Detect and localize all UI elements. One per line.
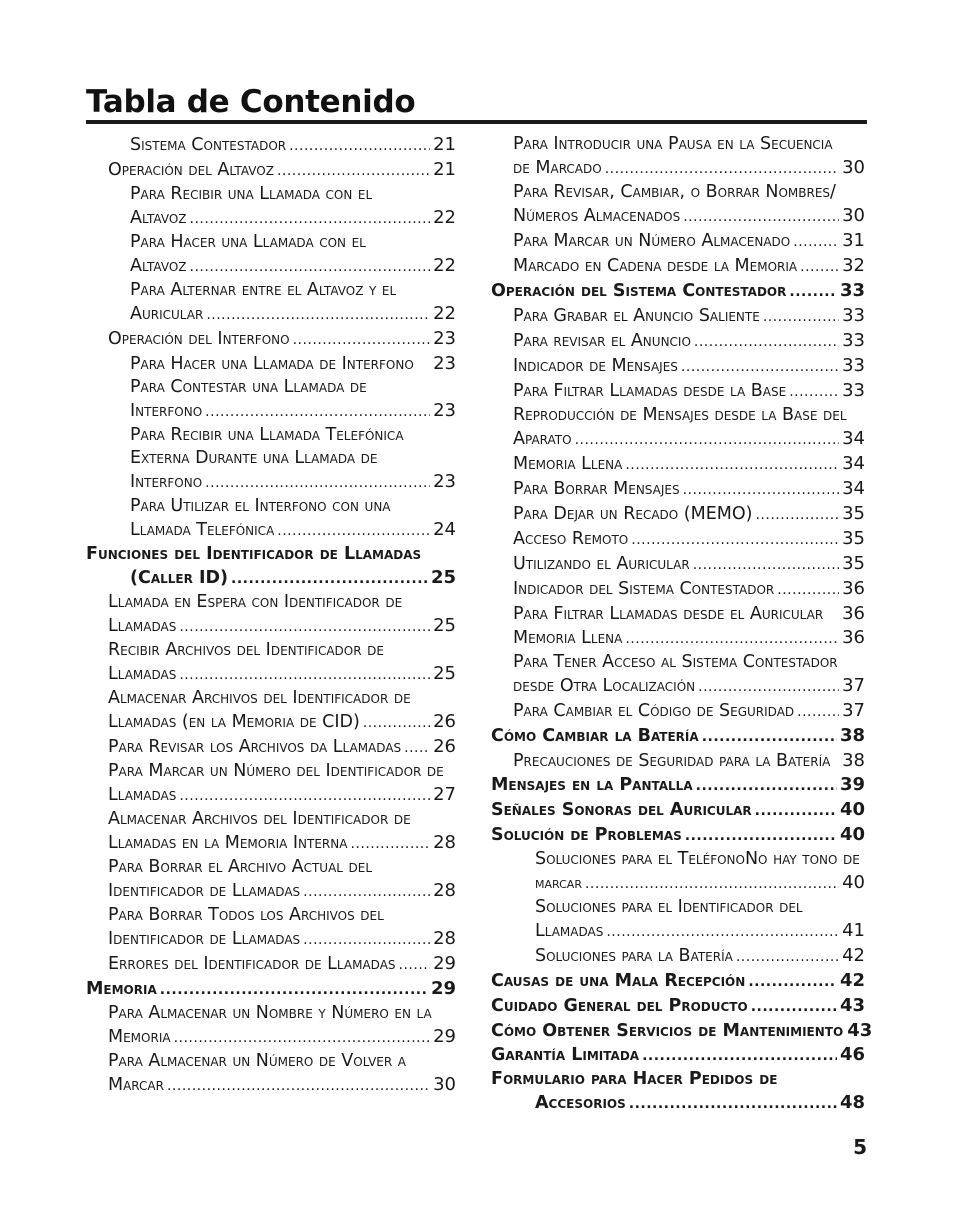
toc-leader-dots [167, 1075, 430, 1098]
toc-entry [86, 639, 456, 662]
toc-entry-title: Causas de una Mala Recepción [491, 971, 746, 991]
toc-entry-title: Soluciones para el Identificador del [535, 897, 803, 917]
toc-entry-title: Marcar [108, 1075, 164, 1095]
toc-entry [86, 831, 456, 856]
toc-entry-title: Memoria [86, 979, 157, 999]
toc-entry [86, 952, 456, 977]
toc-entry [86, 879, 456, 904]
toc-entry [86, 1002, 456, 1025]
toc-entry-title: Para Borrar Mensajes [513, 479, 680, 499]
toc-entry-page: 40 [842, 872, 865, 893]
toc-entry-title: Almacenar Archivos del Identificador de [108, 809, 411, 829]
page-title: Tabla de Contenido [86, 84, 416, 120]
toc-leader-dots [625, 628, 839, 651]
toc-entry [86, 977, 456, 1002]
toc-entry-title: Para Introducir una Pausa en la Secuencia [513, 134, 833, 154]
toc-entry-title: de Marcado [513, 158, 602, 178]
toc-entry-page: 24 [433, 519, 456, 540]
toc-leader-dots [179, 785, 430, 808]
toc-entry [491, 944, 865, 969]
toc-entry-page: 30 [842, 157, 865, 178]
toc-leader-dots [160, 979, 428, 1002]
toc-entry-page: 30 [842, 205, 865, 226]
toc-entry-page: 35 [842, 503, 865, 524]
toc-entry [491, 133, 865, 156]
toc-entry [86, 447, 456, 470]
toc-entry-title: Para Filtrar Llamadas desde el Auricular [513, 604, 824, 624]
toc-entry [491, 204, 865, 229]
toc-entry-title: Identificador de Llamadas [108, 881, 301, 901]
toc-entry-title: Llamadas [108, 785, 177, 805]
toc-entry [86, 783, 456, 808]
toc-entry-title: Soluciones para el TeléfonoNo hay tono de [535, 849, 860, 869]
toc-entry [86, 710, 456, 735]
toc-leader-dots [585, 873, 839, 896]
toc-entry [86, 591, 456, 614]
toc-leader-dots [777, 579, 839, 602]
toc-entry-page: 41 [842, 920, 865, 941]
toc-entry-title: Para Borrar el Archivo Actual del [108, 857, 373, 877]
toc-leader-dots [363, 712, 430, 735]
toc-leader-dots [174, 1027, 431, 1050]
toc-leader-dots [789, 281, 837, 304]
toc-entry [86, 662, 456, 687]
toc-entry-page: 33 [842, 305, 865, 326]
toc-column-left [86, 133, 456, 1098]
toc-entry-page: 27 [433, 784, 456, 805]
toc-entry-page: 42 [842, 945, 865, 966]
toc-entry [86, 614, 456, 639]
toc-entry [86, 808, 456, 831]
toc-leader-dots [693, 554, 839, 577]
toc-entry-title: Para Tener Acceso al Sistema Contestador [513, 652, 838, 672]
toc-leader-dots [698, 676, 839, 699]
toc-entry-page: 21 [433, 159, 456, 180]
toc-entry-page: 30 [433, 1074, 456, 1095]
toc-entry-page: 38 [839, 725, 865, 746]
toc-entry-title: Llamada en Espera con Identificador de [108, 592, 403, 612]
toc-entry [86, 904, 456, 927]
toc-entry [491, 156, 865, 181]
toc-entry [86, 231, 456, 254]
toc-entry [86, 1050, 456, 1073]
toc-leader-dots [303, 929, 430, 952]
toc-leader-dots [206, 304, 430, 327]
toc-entry [491, 1043, 865, 1068]
toc-entry [491, 254, 865, 279]
toc-entry-title: Para Recibir una Llamada con el [130, 184, 373, 204]
toc-entry-title: Para Marcar un Número Almacenado [513, 231, 791, 251]
toc-entry-page: 31 [842, 230, 865, 251]
toc-entry [86, 327, 456, 352]
toc-leader-dots [399, 954, 431, 977]
toc-entry-title: Almacenar Archivos del Identificador de [108, 688, 411, 708]
toc-entry-page: 32 [842, 255, 865, 276]
toc-entry-page: 36 [842, 603, 865, 624]
toc-entry-title: Llamada Telefónica [130, 520, 275, 540]
toc-entry [491, 354, 865, 379]
toc-leader-dots [793, 231, 839, 254]
toc-entry-page: 37 [842, 700, 865, 721]
toc-entry-page: 23 [433, 328, 456, 349]
toc-entry-title: Garantía Limitada [491, 1045, 640, 1065]
toc-entry [491, 577, 865, 602]
title-rule [86, 120, 867, 124]
toc-entry-page: 28 [433, 832, 456, 853]
toc-entry-title: Indicador de Mensajes [513, 356, 678, 376]
toc-entry-page: 33 [842, 355, 865, 376]
toc-entry-title: Para Contestar una Llamada de [130, 377, 367, 397]
toc-entry-title: Para Grabar el Anuncio Saliente [513, 306, 760, 326]
toc-leader-dots [696, 775, 837, 798]
toc-entry [491, 404, 865, 427]
toc-leader-dots [179, 664, 430, 687]
toc-entry-title: Operación del Altavoz [108, 160, 274, 180]
toc-entry [491, 1068, 865, 1091]
toc-entry [491, 724, 865, 749]
toc-entry-title: Para Cambiar el Código de Seguridad [513, 701, 795, 721]
page-number: 5 [853, 1135, 867, 1159]
toc-entry-page: 36 [842, 627, 865, 648]
toc-entry-page: 26 [433, 736, 456, 757]
toc-leader-dots [800, 256, 839, 279]
toc-leader-dots [575, 429, 840, 452]
toc-entry-title: Aparato [513, 429, 572, 449]
toc-leader-dots [763, 306, 839, 329]
toc-entry-page: 37 [842, 675, 865, 696]
toc-entry [86, 254, 456, 279]
toc-entry [86, 206, 456, 231]
toc-entry-page: 28 [433, 928, 456, 949]
toc-entry-title: Llamadas (en la Memoria de CID) [108, 712, 360, 732]
toc-leader-dots [748, 971, 837, 994]
toc-entry-page: 43 [839, 995, 865, 1016]
toc-leader-dots [205, 401, 430, 424]
toc-entry [491, 477, 865, 502]
toc-entry-title: Memoria [108, 1027, 171, 1047]
toc-leader-dots [694, 331, 839, 354]
toc-entry-page: 43 [847, 1020, 873, 1041]
toc-entry [86, 566, 456, 591]
toc-entry-page: 34 [842, 478, 865, 499]
toc-entry [491, 279, 865, 304]
toc-entry [491, 626, 865, 651]
toc-entry-page: 22 [433, 255, 456, 276]
toc-leader-dots [702, 726, 837, 749]
toc-entry [491, 798, 865, 823]
toc-entry-page: 33 [842, 330, 865, 351]
toc-entry-title: Para Hacer una Llamada con el [130, 232, 366, 252]
toc-leader-dots [277, 520, 430, 543]
toc-entry-page: 40 [839, 799, 865, 820]
toc-entry-page: 33 [842, 380, 865, 401]
toc-entry-title: Auricular [130, 304, 204, 324]
toc-entry [86, 735, 456, 760]
toc-leader-dots [683, 206, 839, 229]
toc-entry-title: Señales Sonoras del Auricular [491, 800, 752, 820]
toc-entry-page: 22 [433, 303, 456, 324]
toc-leader-dots [797, 701, 839, 724]
toc-entry-page: 34 [842, 428, 865, 449]
toc-entry [86, 927, 456, 952]
toc-entry-title: Para Revisar, Cambiar, o Borrar Nombres/ [513, 182, 836, 202]
toc-entry-title: Identificador de Llamadas [108, 929, 301, 949]
toc-leader-dots [289, 135, 430, 158]
toc-entry-title: Llamadas [108, 616, 177, 636]
toc-leader-dots [205, 472, 430, 495]
toc-entry-page: 23 [433, 400, 456, 421]
toc-leader-dots [303, 881, 430, 904]
toc-entry [491, 527, 865, 552]
toc-leader-dots [681, 356, 839, 379]
toc-entry-title: Interfono [130, 401, 203, 421]
toc-entry [491, 379, 865, 404]
toc-entry [491, 871, 865, 896]
toc-entry-title: Llamadas en la Memoria Interna [108, 833, 348, 853]
toc-entry-title: desde Otra Localización [513, 676, 696, 696]
toc-entry-page: 25 [430, 567, 456, 588]
toc-entry [86, 399, 456, 424]
toc-leader-dots [190, 208, 431, 231]
toc-entry-title: Reproducción de Mensajes desde la Base del [513, 405, 847, 425]
toc-entry-title: Para Hacer una Llamada de Interfono [130, 354, 414, 374]
toc-entry [491, 602, 865, 626]
toc-leader-dots [190, 256, 431, 279]
toc-entry-title: Formulario para Hacer Pedidos de [491, 1069, 778, 1089]
toc-entry [86, 183, 456, 206]
toc-leader-dots [683, 479, 840, 502]
toc-entry-title: Precauciones de Seguridad para la Batería [513, 751, 831, 771]
toc-entry-page: 29 [433, 1026, 456, 1047]
toc-entry-title: Números Almacenados [513, 206, 681, 226]
toc-entry-title: Mensajes en la Pantalla [491, 775, 693, 795]
toc-entry [491, 229, 865, 254]
toc-entry [86, 1025, 456, 1050]
toc-entry [86, 133, 456, 158]
toc-entry-title: Recibir Archivos del Identificador de [108, 640, 384, 660]
toc-entry [491, 773, 865, 798]
toc-entry-title: Operación del Interfono [108, 329, 290, 349]
toc-entry-title: Para Utilizar el Interfono con una [130, 496, 391, 516]
toc-entry [86, 352, 456, 376]
toc-entry-page: 29 [430, 978, 456, 999]
toc-entry-title: Para Almacenar un Número de Volver a [108, 1051, 406, 1071]
toc-entry-title: Altavoz [130, 256, 187, 276]
toc-entry [86, 518, 456, 543]
toc-leader-dots [605, 158, 839, 181]
toc-entry [86, 158, 456, 183]
toc-entry-page: 25 [433, 663, 456, 684]
toc-entry [491, 181, 865, 204]
toc-entry-title: Para revisar el Anuncio [513, 331, 691, 351]
toc-entry [491, 994, 865, 1019]
toc-leader-dots [631, 529, 839, 552]
toc-entry-title: Llamadas [535, 921, 604, 941]
toc-entry [491, 1091, 865, 1116]
toc-leader-dots [789, 381, 839, 404]
toc-entry-title: Operación del Sistema Contestador [491, 281, 787, 301]
toc-entry [491, 699, 865, 724]
toc-entry-page: 22 [433, 207, 456, 228]
toc-entry [491, 674, 865, 699]
toc-entry-page: 46 [839, 1044, 865, 1065]
toc-leader-dots [231, 568, 428, 591]
toc-entry-title: Marcado en Cadena desde la Memoria [513, 256, 798, 276]
toc-entry-title: Sistema Contestador [130, 135, 287, 155]
toc-entry [491, 427, 865, 452]
toc-entry-title: Errores del Identificador de Llamadas [108, 954, 396, 974]
toc-leader-dots [751, 996, 837, 1019]
toc-entry [86, 470, 456, 495]
toc-leader-dots [404, 737, 430, 760]
toc-entry [491, 452, 865, 477]
toc-leader-dots [625, 454, 839, 477]
toc-entry [86, 279, 456, 302]
toc-entry [86, 687, 456, 710]
toc-entry-page: 36 [842, 578, 865, 599]
toc-entry-page: 35 [842, 553, 865, 574]
toc-entry-title: Para Marcar un Número del Identificador de [108, 761, 444, 781]
toc-entry-title: Cuidado General del Producto [491, 996, 748, 1016]
toc-entry [86, 543, 456, 566]
toc-entry-title: Para Almacenar un Nombre y Número en la [108, 1003, 432, 1023]
toc-entry [86, 495, 456, 518]
toc-entry-title: (Caller ID) [130, 568, 228, 588]
toc-leader-dots [293, 329, 431, 352]
toc-entry-title: Funciones del Identificador de Llamadas [86, 544, 422, 564]
toc-leader-dots [642, 1045, 837, 1068]
toc-leader-dots [629, 1093, 837, 1116]
toc-entry-title: Llamadas [108, 664, 177, 684]
toc-entry [491, 329, 865, 354]
toc-entry-title: Utilizando el Auricular [513, 554, 690, 574]
toc-entry [491, 823, 865, 848]
toc-entry [491, 749, 865, 773]
toc-entry-page: 26 [433, 711, 456, 732]
toc-leader-dots [755, 800, 837, 823]
toc-entry-title: Para Recibir una Llamada Telefónica [130, 425, 404, 445]
toc-entry-title: Memoria Llena [513, 454, 623, 474]
toc-entry-page: 21 [433, 134, 456, 155]
toc-entry-title: Para Revisar los Archivos da Llamadas [108, 737, 402, 757]
toc-entry-page: 23 [433, 471, 456, 492]
toc-entry [491, 304, 865, 329]
toc-entry-title: Indicador del Sistema Contestador [513, 579, 775, 599]
toc-entry [491, 502, 865, 527]
toc-entry-title: Para Borrar Todos los Archivos del [108, 905, 384, 925]
toc-entry-title: Interfono [130, 472, 203, 492]
toc-entry-page: 38 [842, 750, 865, 771]
toc-leader-dots [277, 160, 430, 183]
toc-entry [491, 919, 865, 944]
toc-entry-page: 42 [839, 970, 865, 991]
toc-entry-page: 28 [433, 880, 456, 901]
toc-entry-title: Para Dejar un Recado (MEMO) [513, 504, 753, 524]
toc-entry-page: 25 [433, 615, 456, 636]
toc-entry [86, 376, 456, 399]
toc-leader-dots [606, 921, 839, 944]
toc-entry-page: 23 [433, 353, 456, 374]
toc-entry [491, 651, 865, 674]
toc-entry-page: 34 [842, 453, 865, 474]
toc-leader-dots [350, 833, 430, 856]
toc-column-right [491, 133, 873, 1116]
toc-entry-title: Accesorios [535, 1093, 626, 1113]
toc-entry [491, 1019, 873, 1043]
toc-entry-title: Cómo Cambiar la Batería [491, 726, 699, 746]
toc-entry [86, 424, 456, 447]
toc-entry-title: Para Alternar entre el Altavoz y el [130, 280, 397, 300]
toc-entry-page: 29 [433, 953, 456, 974]
toc-entry [491, 848, 865, 871]
toc-leader-dots [685, 825, 837, 848]
toc-entry-title: Acceso Remoto [513, 529, 629, 549]
toc-entry [86, 856, 456, 879]
toc-entry [491, 552, 865, 577]
toc-entry-page: 33 [839, 280, 865, 301]
toc-entry-page: 39 [839, 774, 865, 795]
toc-entry-page: 35 [842, 528, 865, 549]
toc-leader-dots [755, 504, 839, 527]
toc-entry-title: Para Filtrar Llamadas desde la Base [513, 381, 787, 401]
toc-entry-title: Memoria Llena [513, 628, 623, 648]
toc-entry-title: marcar [535, 874, 582, 892]
toc-entry-title: Cómo Obtener Servicios de Mantenimiento [491, 1021, 844, 1041]
toc-entry-title: Altavoz [130, 208, 187, 228]
toc-entry-title: Solución de Problemas [491, 825, 682, 845]
toc-entry-title: Soluciones para la Batería [535, 946, 733, 966]
toc-leader-dots [179, 616, 430, 639]
toc-entry [491, 969, 865, 994]
toc-entry [491, 896, 865, 919]
toc-entry [86, 760, 456, 783]
toc-entry-page: 48 [839, 1092, 865, 1113]
toc-leader-dots [736, 946, 839, 969]
toc-entry [86, 1073, 456, 1098]
toc-entry-page: 40 [839, 824, 865, 845]
toc-entry [86, 302, 456, 327]
toc-entry-title: Externa Durante una Llamada de [130, 448, 378, 468]
